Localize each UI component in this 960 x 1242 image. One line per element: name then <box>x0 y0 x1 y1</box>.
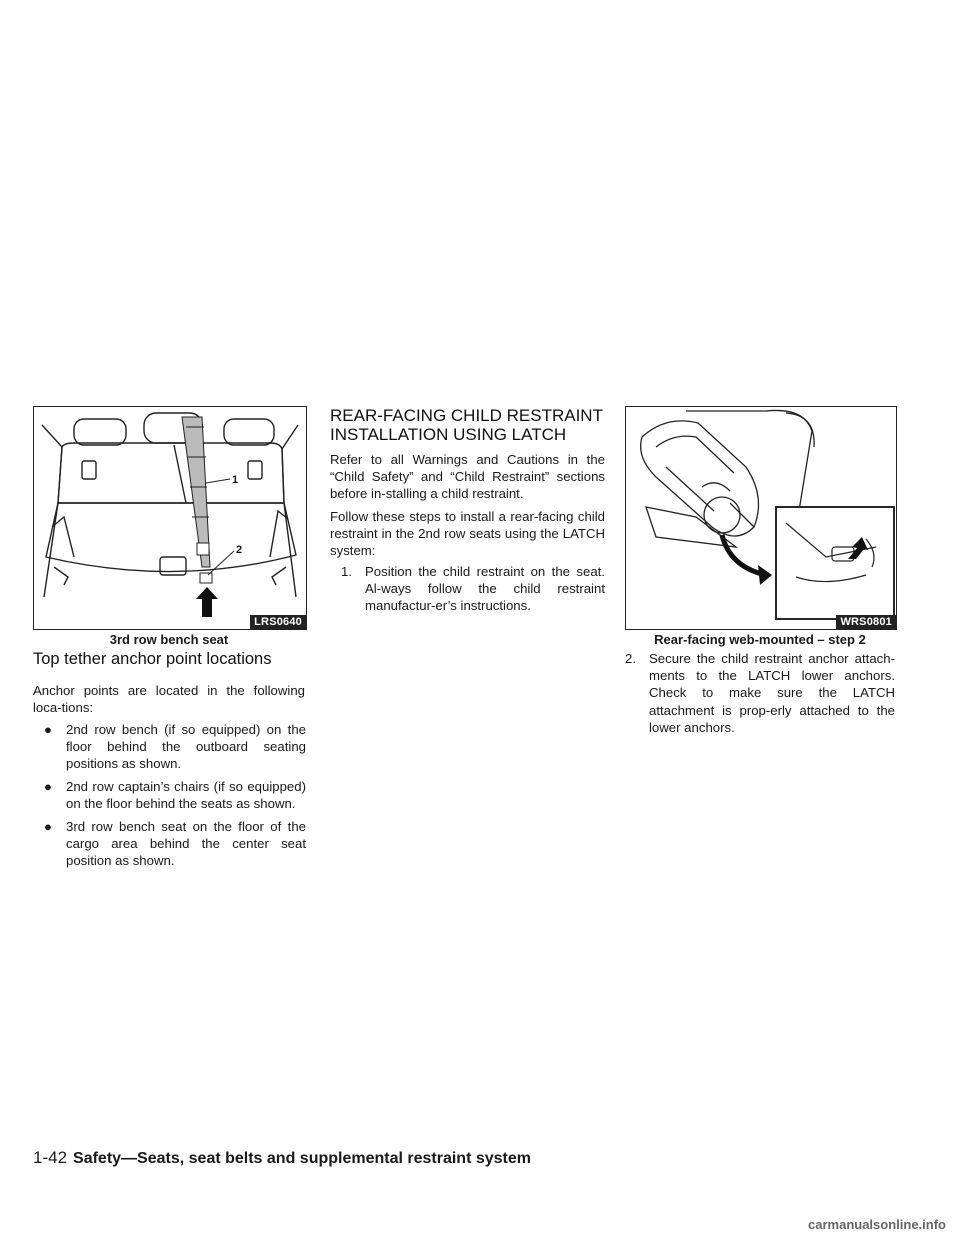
bullet-icon: ● <box>44 722 52 737</box>
steps-intro-paragraph: Follow these steps to install a rear-facing child restraint in the 2nd row seats using the LATCH system: <box>330 509 605 559</box>
section-title: Safety—Seats, seat belts and supplemental restraint system <box>73 1150 531 1167</box>
heading-line-1: REAR-FACING CHILD RESTRAINT <box>330 406 603 425</box>
list-item <box>44 721 306 773</box>
page-number: 1-42 <box>33 1148 68 1167</box>
rear-facing-figure <box>625 406 897 630</box>
figure-code: WRS0801 <box>836 615 896 629</box>
watermark: carmanualsonline.info <box>808 1217 946 1232</box>
warnings-paragraph: Refer to all Warnings and Cautions in the “Child Safety” and “Child Restraint” sections before in-stalling a child restraint. <box>330 452 605 502</box>
step-1 <box>341 563 605 615</box>
bullet-icon: ● <box>44 779 52 794</box>
list-item-text: 2nd row captain’s chairs (if so equipped) on the floor behind the seats as shown. <box>66 779 306 812</box>
heading-line-2: INSTALLATION USING LATCH <box>330 425 567 444</box>
child-restraint-illustration <box>626 407 896 629</box>
intro-paragraph: Anchor points are located in the following loca-tions: <box>33 683 305 716</box>
step-number: 1. <box>341 564 352 579</box>
section-heading-rear-facing <box>330 406 620 444</box>
section-heading-top-tether: Top tether anchor point locations <box>33 650 272 668</box>
callout-2: 2 <box>236 544 243 556</box>
bullet-icon: ● <box>44 819 52 834</box>
step-2 <box>625 650 895 736</box>
list-item-text: 3rd row bench seat on the floor of the cargo area behind the center seat position as shown. <box>66 819 306 869</box>
list-item <box>44 818 306 870</box>
arrow-up-icon <box>196 587 218 617</box>
figure-caption: 3rd row bench seat <box>109 632 229 647</box>
step-number: 2. <box>625 651 636 666</box>
arrow-right-icon <box>758 565 772 585</box>
step-text: Secure the child restraint anchor attach-ments to the LATCH lower anchors. Check to make sure the LATCH attachment is prop-erly attached to the lower anchors. <box>649 651 895 735</box>
figure-caption: Rear-facing web-mounted – step 2 <box>654 632 866 647</box>
cargo-area-illustration <box>34 407 306 629</box>
list-item-text: 2nd row bench (if so equipped) on the floor behind the outboard seating positions as shown. <box>66 722 306 772</box>
step-text: Position the child restraint on the seat. Al-ways follow the child restraint manufactur-er’s instructions. <box>365 564 605 614</box>
figure-code: LRS0640 <box>250 615 306 629</box>
cargo-area-figure <box>33 406 307 630</box>
list-item <box>44 778 306 812</box>
callout-1: 1 <box>232 474 239 486</box>
page-footer <box>33 1148 531 1168</box>
